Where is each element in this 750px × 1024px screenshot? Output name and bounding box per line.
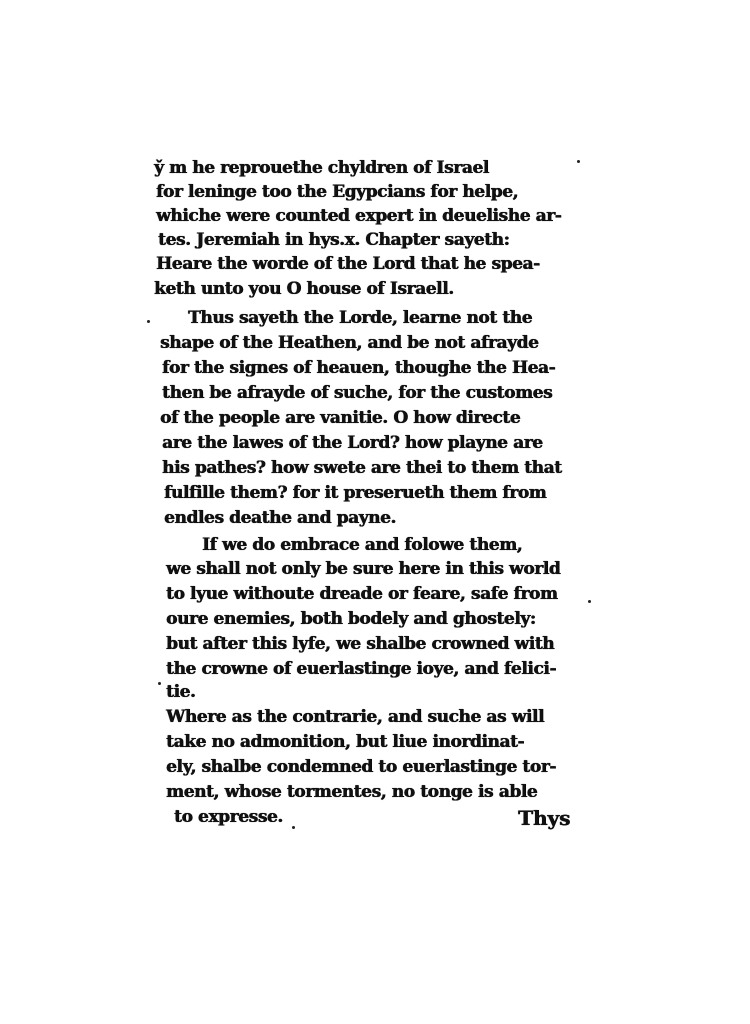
text-line: shape of the Heathen, and be not afrayde <box>160 333 539 353</box>
text-line: take no admonition, but liue inordinat- <box>166 732 525 752</box>
text-line: endles deathe and payne. <box>164 508 396 528</box>
text-line: Thus sayeth the Lorde, learne not the <box>188 308 533 328</box>
text-line: the crowne of euerlastinge ioye, and felici- <box>166 659 556 679</box>
text-line: for leninge too the Egypcians for helpe, <box>156 182 519 202</box>
text-line: to lyue withoute dreade or feare, safe from <box>166 584 558 604</box>
catchword: Thys <box>518 806 571 830</box>
text-line: whiche were counted expert in deuelishe ar- <box>156 206 562 226</box>
ink-speck <box>147 320 150 323</box>
text-line: tie. <box>166 682 196 702</box>
text-line: of the people are vanitie. O how directe <box>160 408 521 428</box>
text-line: his pathes? how swete are thei to them that <box>162 458 562 478</box>
text-line: y̌ m he reprouethe chyldren of Israel <box>154 158 489 178</box>
text-line: to expresse. <box>174 807 283 827</box>
text-line: fulfille them? for it preserueth them from <box>164 483 547 503</box>
text-line: then be afrayde of suche, for the customes <box>162 383 553 403</box>
ink-speck <box>158 682 161 685</box>
text-line: Heare the worde of the Lord that he spea- <box>156 254 540 274</box>
text-line: for the signes of heauen, thoughe the Hea- <box>162 358 556 378</box>
text-line: are the lawes of the Lord? how playne are <box>162 433 543 453</box>
text-line: ely, shalbe condemned to euerlastinge tor- <box>166 757 556 777</box>
text-line: ment, whose tormentes, no tonge is able <box>166 782 538 802</box>
ink-speck <box>577 160 580 163</box>
text-line: but after this lyfe, we shalbe crowned with <box>166 634 555 654</box>
ink-speck <box>588 600 591 603</box>
ink-speck <box>292 826 295 829</box>
text-line: If we do embrace and folowe them, <box>202 535 523 555</box>
text-line: we shall not only be sure here in this world <box>166 559 561 579</box>
text-line: keth unto you O house of Israell. <box>154 279 454 299</box>
text-line: oure enemies, both bodely and ghostely: <box>166 609 536 629</box>
text-line: tes. Jeremiah in hys.x. Chapter sayeth: <box>158 230 510 250</box>
text-line: Where as the contrarie, and suche as will <box>166 707 545 727</box>
